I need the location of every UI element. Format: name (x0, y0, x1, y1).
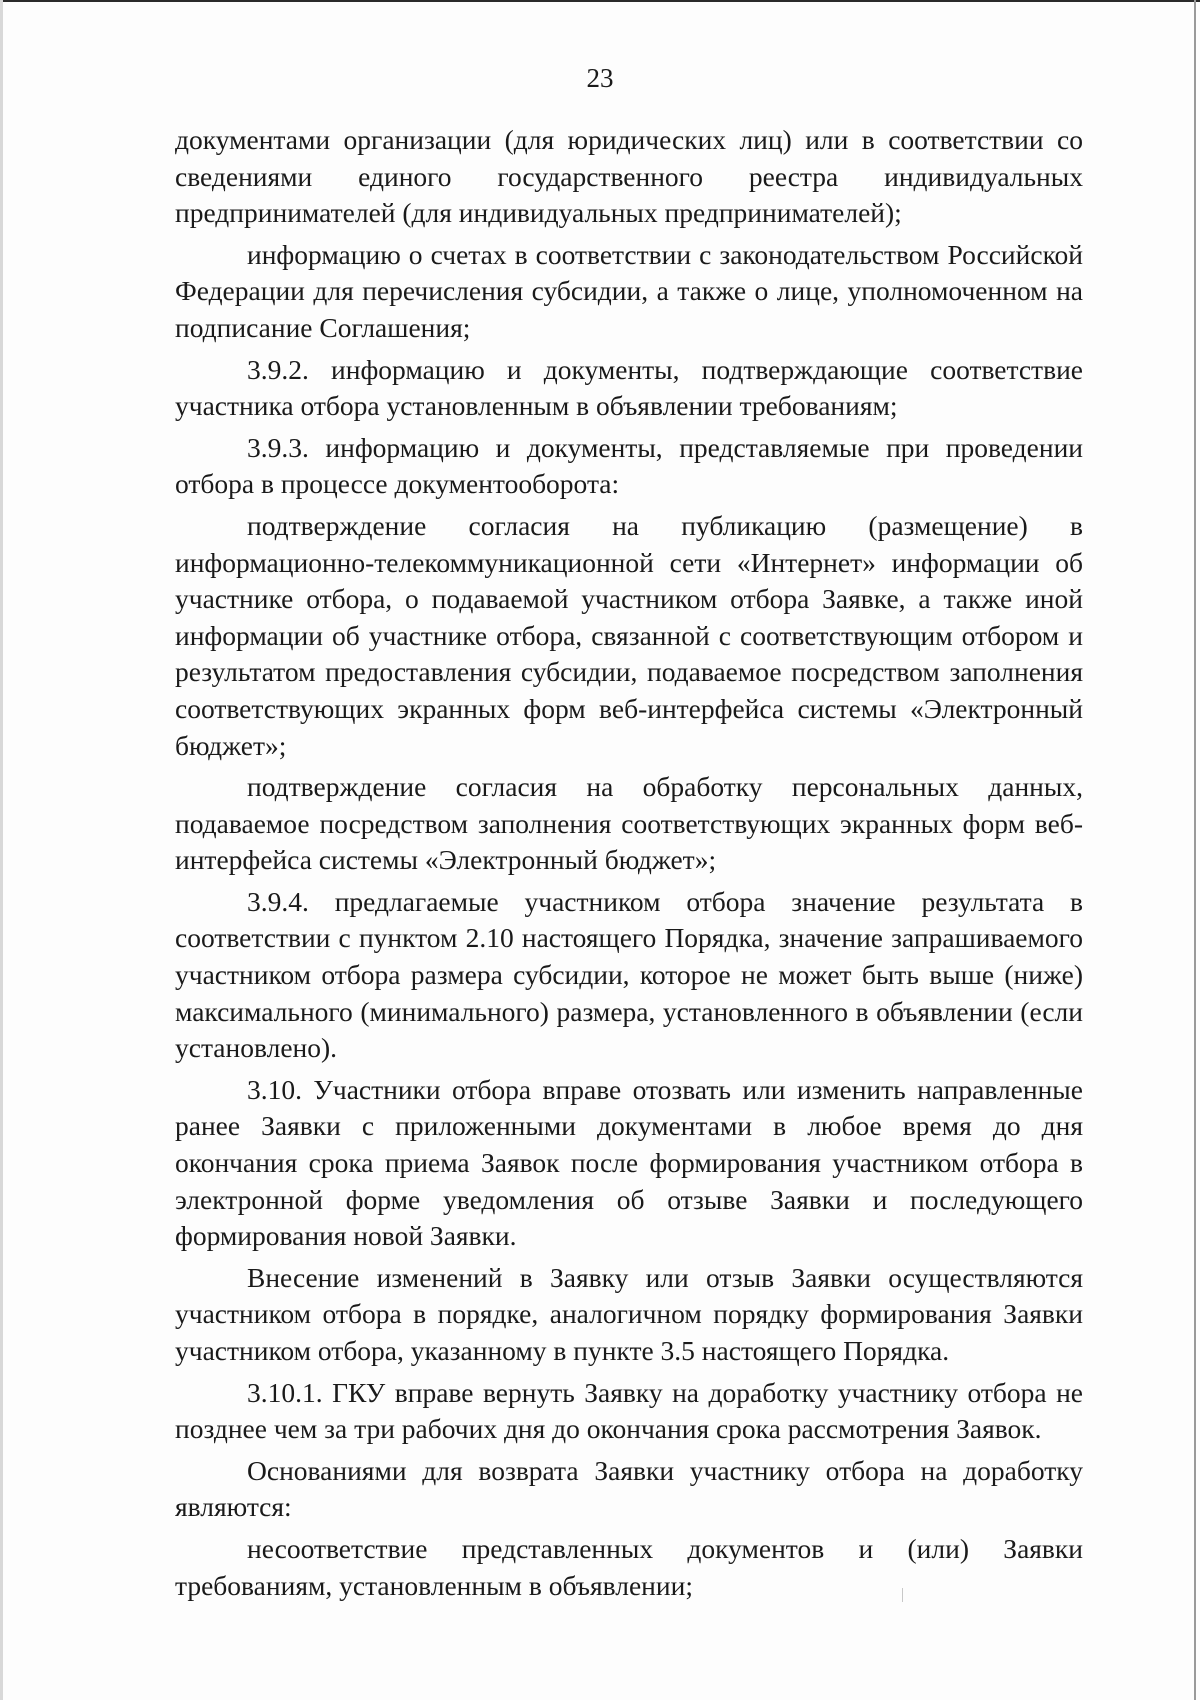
page-number: 23 (586, 63, 614, 93)
document-body (175, 122, 1083, 1604)
paragraph-consent-personal-data: подтверждение согласия на обработку персональных данных, подаваемое посредством заполнения соответствующих экранных форм веб-интерфейса системы «Электронный бюджет»; (175, 771, 1083, 876)
paragraph-1: документами организации (для юридических лиц) или в соответствии со сведениями единого государственного реестра индивидуальных предпринимателей (для индивидуальных предпринимателей); (175, 124, 1083, 229)
paragraph-3-10-1: 3.10.1. ГКУ вправе вернуть Заявку на доработку участнику отбора не позднее чем за три рабочих дня до окончания срока рассмотрения Заявок. (175, 1376, 1083, 1445)
paragraph-consent-publication: подтверждение согласия на публикацию (размещение) в информационно-телекоммуникационной сети «Интернет» информации об участнике отбора, о подаваемой участником отбора Заявке, а также иной информации об участнике отбора, связанной с соответствующим отбором и результатом предоставления субсидии, подаваемое посредством заполнения соответствующих экранных форм веб-интерфейса системы «Электронный бюджет»; (175, 509, 1083, 761)
paragraph-return-grounds: Основаниями для возврата Заявки участнику отбора на доработку являются: (175, 1454, 1083, 1523)
scan-left-edge (0, 0, 3, 1700)
paragraph-3-9-3: 3.9.3. информацию и документы, представляемые при проведении отбора в процессе документооборота: (175, 431, 1083, 500)
scan-right-edge (1194, 0, 1196, 1700)
paragraph-changes: Внесение изменений в Заявку или отзыв Заявки осуществляются участником отбора в порядке, аналогичном порядку формирования Заявки участником отбора, указанному в пункте 3.5 настоящего Порядка. (175, 1261, 1083, 1366)
paragraph-2: информацию о счетах в соответствии с законодательством Российской Федерации для перечисления субсидии, а также о лице, уполномоченном на подписание Соглашения; (175, 238, 1083, 343)
paragraph-3-10: 3.10. Участники отбора вправе отозвать или изменить направленные ранее Заявки с приложенными документами в любое время до дня окончания срока приема Заявок после формирования участником отбора в электронной форме уведомления об отзыве Заявки и последующего формирования новой Заявки. (175, 1073, 1083, 1252)
paragraph-3-9-4: 3.9.4. предлагаемые участником отбора значение результата в соответствии с пунктом 2.10 настоящего Порядка, значение запрашиваемого участником отбора размера субсидии, которое не может быть выше (ниже) максимального (минимального) размера, установленного в объявлении (если установлено). (175, 885, 1083, 1064)
scan-artifact (902, 1588, 903, 1602)
paragraph-nonconformity: несоответствие представленных документов и (или) Заявки требованиям, установленным в объявлении; (175, 1532, 1083, 1601)
scan-top-edge (0, 0, 1200, 2)
paragraph-3-9-2: 3.9.2. информацию и документы, подтверждающие соответствие участника отбора установленным в объявлении требованиям; (175, 353, 1083, 422)
